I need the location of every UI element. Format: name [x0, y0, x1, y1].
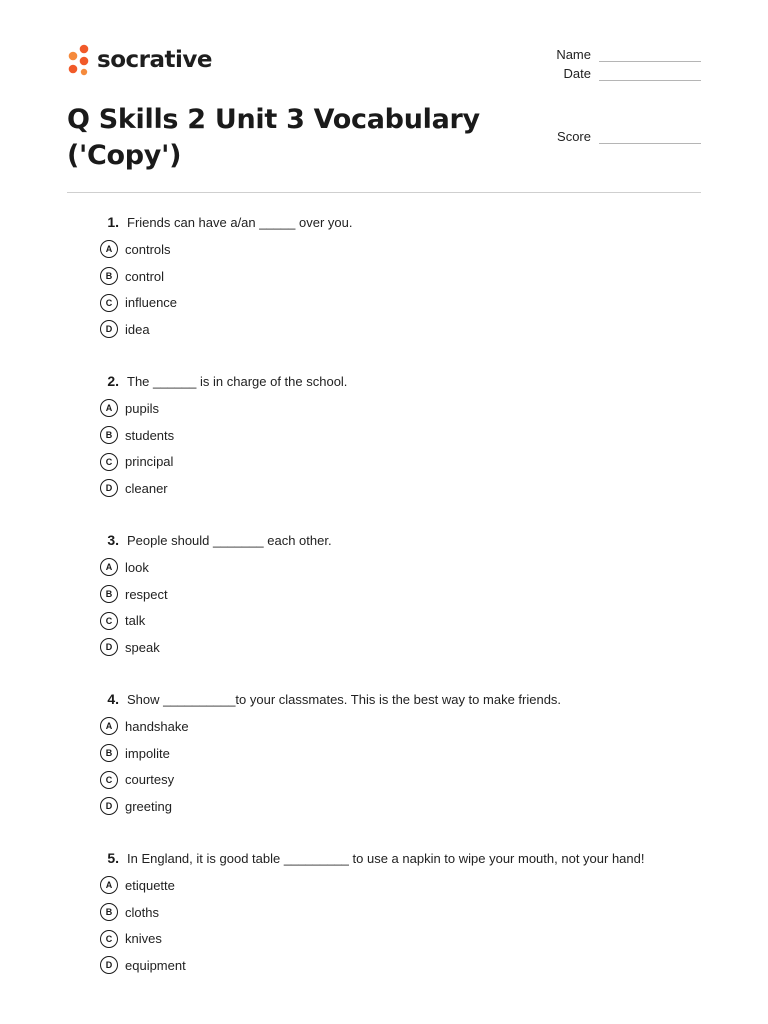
quiz-title: Q Skills 2 Unit 3 Vocabulary ('Copy') [67, 104, 480, 171]
option-text: impolite [125, 745, 170, 761]
option-letter-badge[interactable]: D [100, 956, 118, 974]
question-5 [100, 850, 700, 979]
option-letter-badge[interactable]: B [100, 267, 118, 285]
option-letter-badge[interactable]: D [100, 638, 118, 656]
question-number: 2. [107, 373, 119, 389]
question-number: 1. [107, 214, 119, 230]
option-letter-badge[interactable]: D [100, 797, 118, 815]
option-letter-badge[interactable]: A [100, 399, 118, 417]
option-letter-badge[interactable]: B [100, 426, 118, 444]
option-text: students [125, 427, 175, 443]
option-c[interactable] [100, 925, 700, 952]
option-d[interactable] [100, 475, 700, 502]
socrative-dots-icon [67, 44, 91, 76]
option-c[interactable] [100, 607, 700, 634]
brand-name: socrative [97, 47, 212, 73]
option-letter-badge[interactable]: C [100, 612, 118, 630]
option-letter-badge[interactable]: D [100, 320, 118, 338]
option-d[interactable] [100, 793, 700, 820]
question-3 [100, 532, 700, 661]
name-field[interactable] [531, 47, 701, 62]
option-text: talk [125, 613, 146, 629]
option-text: cleaner [125, 480, 168, 496]
score-label: Score [557, 129, 591, 144]
option-letter-badge[interactable]: A [100, 240, 118, 258]
option-text: greeting [125, 798, 172, 814]
logo-dot [81, 69, 87, 75]
option-a[interactable] [100, 872, 700, 899]
question-2 [100, 373, 700, 502]
logo-dot [69, 52, 78, 61]
option-b[interactable] [100, 422, 700, 449]
logo-dot [69, 65, 78, 74]
option-text: cloths [125, 904, 159, 920]
date-label: Date [563, 66, 591, 81]
question-text: Friends can have a/an _____ over you. [127, 215, 353, 230]
option-text: speak [125, 639, 160, 655]
option-d[interactable] [100, 316, 700, 343]
option-d[interactable] [100, 952, 700, 979]
header-divider [67, 192, 701, 193]
score-field[interactable] [531, 129, 701, 144]
option-letter-badge[interactable]: C [100, 294, 118, 312]
option-c[interactable] [100, 289, 700, 316]
option-a[interactable] [100, 236, 700, 263]
question-text: People should _______ each other. [127, 533, 332, 548]
option-text: controls [125, 241, 171, 257]
question-number: 5. [107, 850, 119, 866]
option-text: influence [125, 295, 178, 311]
name-line[interactable] [599, 48, 701, 62]
option-b[interactable] [100, 899, 700, 926]
question-1 [100, 214, 700, 343]
option-letter-badge[interactable]: B [100, 903, 118, 921]
option-text: pupils [125, 400, 159, 416]
option-letter-badge[interactable]: C [100, 930, 118, 948]
option-c[interactable] [100, 448, 700, 475]
option-text: look [125, 559, 149, 575]
question-4 [100, 691, 700, 820]
option-a[interactable] [100, 554, 700, 581]
option-b[interactable] [100, 581, 700, 608]
socrative-logo [67, 44, 212, 76]
option-a[interactable] [100, 395, 700, 422]
option-letter-badge[interactable]: A [100, 876, 118, 894]
option-c[interactable] [100, 766, 700, 793]
option-text: knives [125, 931, 162, 947]
option-letter-badge[interactable]: C [100, 453, 118, 471]
option-letter-badge[interactable]: A [100, 558, 118, 576]
option-letter-badge[interactable]: D [100, 479, 118, 497]
question-number: 4. [107, 691, 119, 707]
name-label: Name [556, 47, 591, 62]
option-b[interactable] [100, 740, 700, 767]
option-text: respect [125, 586, 168, 602]
option-letter-badge[interactable]: B [100, 585, 118, 603]
option-text: courtesy [125, 772, 175, 788]
option-text: equipment [125, 957, 186, 973]
option-letter-badge[interactable]: B [100, 744, 118, 762]
question-number: 3. [107, 532, 119, 548]
option-text: etiquette [125, 877, 175, 893]
logo-dot [80, 57, 89, 66]
option-text: idea [125, 321, 150, 337]
option-a[interactable] [100, 713, 700, 740]
question-text: The ______ is in charge of the school. [127, 374, 348, 389]
option-text: principal [125, 454, 174, 470]
option-letter-badge[interactable]: C [100, 771, 118, 789]
score-line[interactable] [599, 130, 701, 144]
option-b[interactable] [100, 263, 700, 290]
date-field[interactable] [531, 66, 701, 81]
option-text: handshake [125, 718, 189, 734]
option-letter-badge[interactable]: A [100, 717, 118, 735]
question-text: In England, it is good table _________ to use a napkin to wipe your mouth, not your hand! [127, 851, 645, 866]
date-line[interactable] [599, 67, 701, 81]
logo-dot [80, 45, 89, 54]
option-d[interactable] [100, 634, 700, 661]
option-text: control [125, 268, 165, 284]
question-text: Show __________to your classmates. This is the best way to make friends. [127, 692, 562, 707]
